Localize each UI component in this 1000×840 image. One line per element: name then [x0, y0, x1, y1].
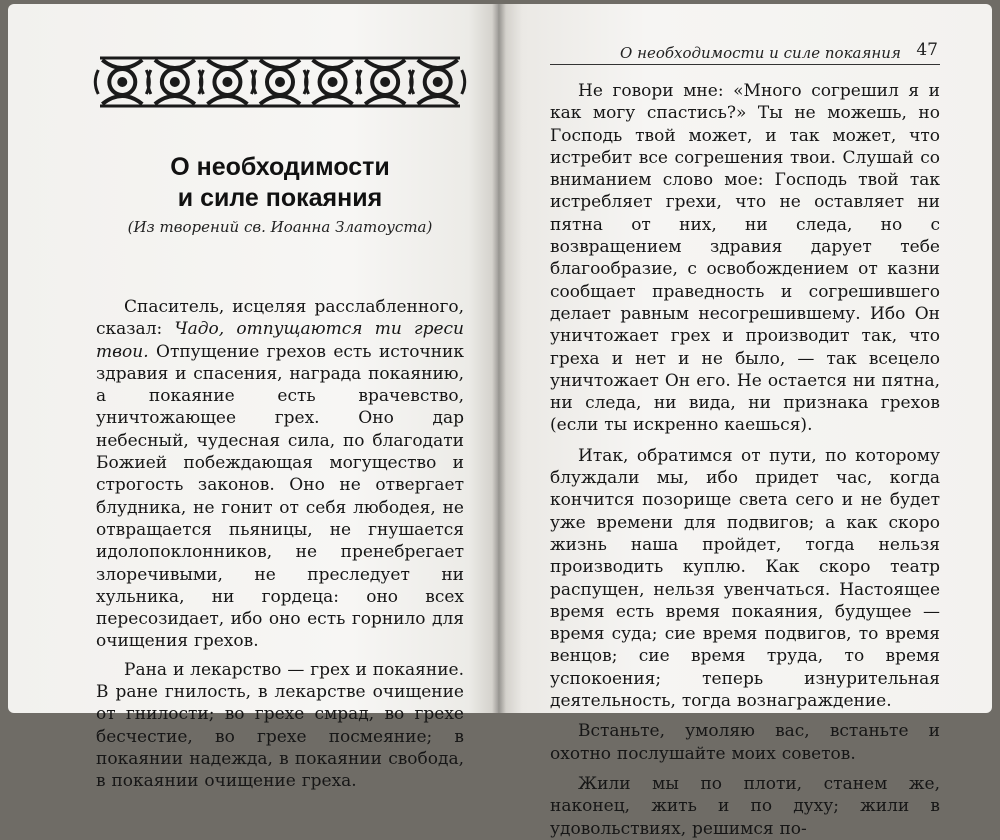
right-page [498, 4, 992, 839]
right-body-text [550, 80, 940, 840]
running-title: О необходимости и силе покаяния [620, 44, 901, 62]
chapter-title-line-2: и силе покаяния [177, 184, 383, 212]
right-paragraph-2: Итак, обратимся от пути, по которому блуждали мы, ибо придет час, когда кончится позорище света сего и не будет уже времени для подвигов; а как скоро жизнь наша пройдет, тогда нельзя производить куплю. Как скоро театр распущен, нельзя увенчаться. Настоящее время есть время покаяния, будущее — время суда; сие время подвигов, то время венцов; сие время труда, то время успокоения; теперь изнурительная деятельность, тогда вознаграждение. [550, 445, 940, 712]
chapter-title-line-1: О необходимости [170, 153, 390, 181]
chapter-title-block [98, 152, 462, 236]
paragraph-text: Отпущение грехов есть источник здравия и спасения, награда покаянию, а покаяние есть врачевство, уничтожающее грех. Оно дар небесный, чудесная сила, по благодати Божией побеждающая могущество и строгость законов. Оно не отвергает блудника, не гонит от себя любодея, не отвращается пьяницы, не гнушается идолопоклонников, не пренебрегает злоречивыми, не преследует ни хульника, ни гордеца: оно всех пересозидает, ибо оно есть горнило для очищения грехов. [96, 341, 464, 652]
ornament-motif [411, 60, 465, 104]
right-paragraph-4: Жили мы по плоти, станем же, наконец, жить и по духу; жили в удовольствиях, решимся по- [550, 773, 940, 839]
left-paragraph-1 [96, 296, 464, 653]
ornament-motif [253, 60, 307, 104]
running-header [550, 42, 940, 65]
ornament-motif [148, 60, 202, 104]
scripture-quote: Чадо, отпущаются ти греси твои. [96, 319, 465, 362]
ornament-motif [358, 60, 412, 104]
book-gutter [492, 4, 506, 713]
page-number: 47 [916, 40, 938, 60]
ornament-motif [95, 60, 149, 104]
left-body-text [96, 296, 464, 793]
right-paragraph-1: Не говори мне: «Много согрешил я и как могу спастись?» Ты не можешь, но Господь твой может, и так может, что истребит все согрешения твои. Слушай со вниманием слово мое: Господь твой так истребляет грехи, что не оставляет ни пятна от них, ни следа, но с возвращением здравия дарует тебе благообразие, с освобождением от казни сообщает праведность и согрешившего делает равным несогрешившему. Ибо Он уничтожает грех и производит так, что греха и нет и не было, — так всецело уничтожает Он его. Не остается ни пятна, ни следа, ни вида, ни признака грехов (если ты искренно каешься). [550, 81, 940, 436]
chapter-subtitle: (Из творений св. Иоанна Златоуста) [127, 218, 433, 236]
floral-vignette-icon [96, 48, 464, 116]
bleed-through-text [104, 124, 464, 145]
ornament-motif [200, 60, 254, 104]
right-paragraph-3: Встаньте, умоляю вас, встаньте и охотно послушайте моих советов. [550, 721, 940, 764]
left-paragraph-2: Рана и лекарство — грех и покаяние. В ране гнилость, в лекарстве очищение от гнилости; во грехе смрад, во грехе бесчестие, во грехе посмеяние; в покаянии надежда, в покаянии свобода, в покаянии очищение греха. [96, 659, 464, 792]
left-page [8, 4, 498, 792]
paragraph-text: Спаситель, исцеляя расслабленного, сказал: [96, 297, 464, 340]
ornament-motif [306, 60, 360, 104]
